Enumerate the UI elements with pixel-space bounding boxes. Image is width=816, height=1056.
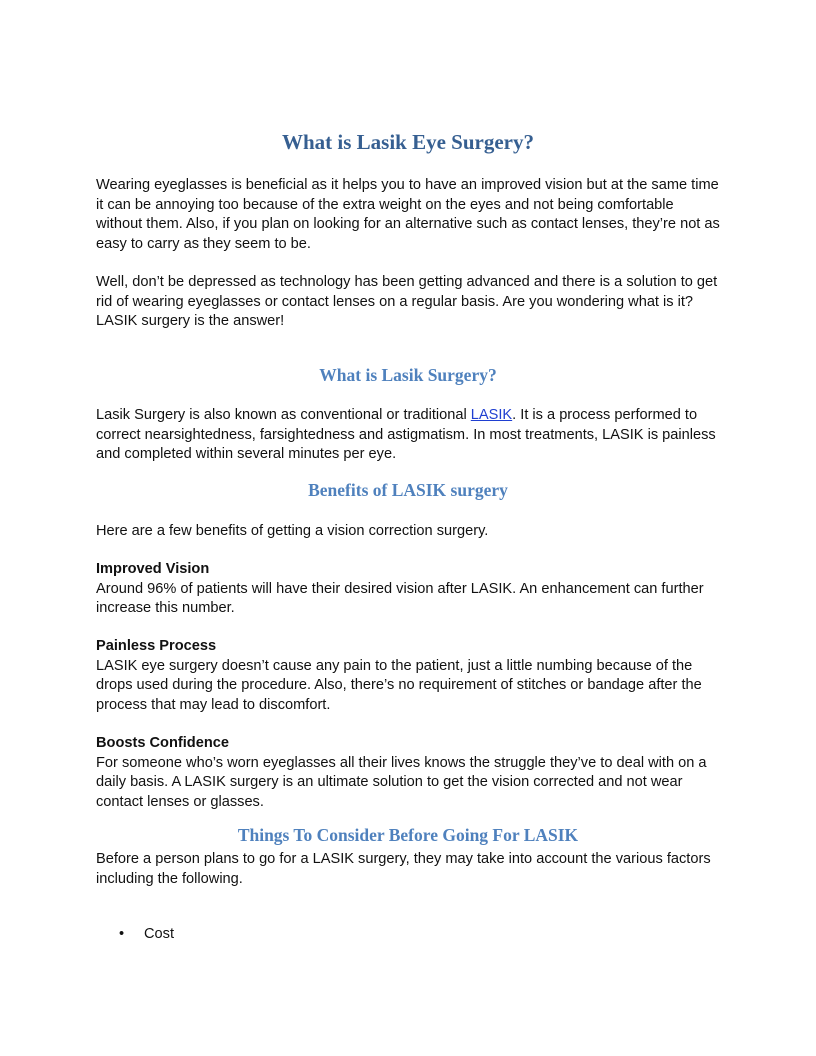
benefit-text: Around 96% of patients will have their desired vision after LASIK. An enhancement can further increase this number. [96, 580, 704, 616]
what-text-after-link: . It is a process performed to correct nearsightedness, farsightedness and astigmatism. In most treatments, LASIK is painless and completed within several minutes per eye. [96, 407, 716, 462]
bullet-icon: • [119, 926, 125, 942]
benefits-intro: Here are a few benefits of getting a vision correction surgery. [96, 523, 489, 539]
heading-things-to-consider: Things To Consider Before Going For LASIK [237, 825, 579, 845]
consider-bullet-list [96, 925, 720, 945]
benefit-text: LASIK eye surgery doesn’t cause any pain to the patient, just a little numbing because of the drops used during the procedure. Also, there’s no requirement of stitches or bandage after the process that may lead to discomfort. [96, 657, 702, 713]
intro-paragraph-2: Well, don’t be depressed as technology has been getting advanced and there is a solution to get rid of wearing eyeglasses or contact lenses on a regular basis. Are you wondering what is it? LASIK surgery is the answer! [96, 274, 718, 329]
intro-paragraph-1: Wearing eyeglasses is beneficial as it helps you to have an improved vision but at the same time it can be annoying too because of the extra weight on the eyes and not being comfortable without them. Also, if you plan on looking for an alternative such as contact lenses, they’re not as easy to carry as they seem to be. [96, 177, 720, 252]
what-text-before-link: Lasik Surgery is also known as conventional or traditional [96, 407, 471, 423]
benefit-painless-process [96, 637, 720, 715]
heading-what-is-lasik: What is Lasik Surgery? [319, 365, 497, 385]
benefit-boosts-confidence [96, 734, 720, 812]
benefit-text: For someone who’s worn eyeglasses all their lives knows the struggle they’ve to deal with on a daily basis. A LASIK surgery is an ultimate solution to get the vision corrected and not wear contact lenses or glasses. [96, 754, 707, 810]
benefit-title: Improved Vision [96, 561, 210, 577]
list-item [96, 925, 720, 945]
heading-benefits: Benefits of LASIK surgery [308, 480, 508, 500]
benefit-improved-vision [96, 560, 720, 619]
page-title: What is Lasik Eye Surgery? [281, 130, 535, 154]
benefit-title: Painless Process [96, 638, 217, 654]
lasik-link[interactable]: LASIK [470, 407, 513, 423]
bullet-text: Cost [144, 926, 175, 942]
benefit-title: Boosts Confidence [96, 735, 229, 751]
what-is-lasik-paragraph [96, 406, 720, 465]
consider-intro: Before a person plans to go for a LASIK surgery, they may take into account the various factors including the following. [96, 851, 711, 887]
